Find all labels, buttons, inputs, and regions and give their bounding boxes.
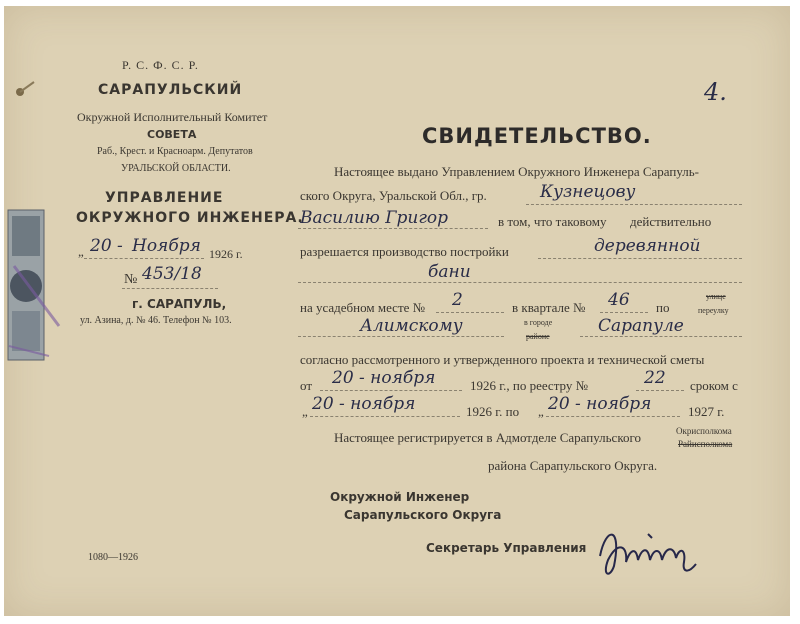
pin-mark (8, 76, 38, 106)
body-line-1: Настоящее выдано Управлением Окружного Инженера Сарапуль- (334, 164, 700, 179)
region-label: УРАЛЬСКОЙ ОБЛАСТИ. (121, 163, 231, 174)
address-label: ул. Азина, д. № 46. Телефон № 103. (80, 315, 232, 326)
header-date-year: 1926 г. (209, 247, 243, 261)
body-line-12: района Сарапульского Округа. (488, 458, 658, 473)
committee-label: Окружной Исполнительный Комитет (77, 110, 268, 124)
fill-line (298, 282, 742, 283)
secretary-label: Секретарь Управления (426, 541, 587, 555)
fill-line (436, 312, 504, 313)
fill-line (298, 228, 488, 229)
plot-number: 2 (452, 290, 463, 310)
body-line-10-year: 1927 г. (688, 404, 725, 419)
body-line-6: на усадебном месте № (300, 300, 426, 315)
header-date-day: 20 - (90, 236, 123, 256)
approval-date: 20 - ноября (332, 368, 436, 388)
date-line (84, 258, 204, 259)
page-number: 4. (704, 78, 727, 106)
street-option: улице (706, 292, 726, 301)
rsfsr-label: Р. С. Ф. С. Р. (122, 58, 199, 72)
building-material: деревянной (594, 236, 701, 256)
okrispolkom-option: Окрисполкома (676, 426, 732, 436)
registry-number: 22 (644, 368, 666, 388)
fill-line (538, 258, 742, 259)
fill-line (580, 336, 742, 337)
fill-line (526, 204, 742, 205)
fill-line (546, 416, 680, 417)
city-option: в городе (524, 318, 553, 327)
city-name: Сарапуле (598, 316, 684, 336)
body-line-10: 1926 г. по (466, 404, 520, 419)
citizen-surname: Кузнецову (540, 182, 636, 202)
secretary-signature (592, 516, 702, 586)
body-line-2: ского Округа, Уральской Обл., гр. (300, 188, 487, 203)
header-date-month: Ноября (132, 236, 201, 256)
fill-line (298, 336, 504, 337)
term-start-date: 20 - ноября (312, 394, 416, 414)
city-title: САРАПУЛЬСКИЙ (98, 82, 243, 98)
body-line-3: в том, что таковому (498, 214, 607, 229)
department-title-2: ОКРУЖНОГО ИНЖЕНЕРА. (76, 210, 304, 226)
quarter-number: 46 (608, 290, 630, 310)
body-line-6-quarter: в квартале № (512, 300, 586, 315)
deputies-label: Раб., Крест. и Красноарм. Депутатов (97, 146, 253, 157)
fill-line (636, 390, 684, 391)
citizen-name: Василию Григор (300, 208, 449, 228)
soviet-label: СОВЕТА (147, 128, 197, 141)
body-line-4: разрешается производство постройки (300, 244, 509, 259)
body-line-9: 1926 г., по реестру № (470, 378, 589, 393)
engineer-title-2: Сарапульского Округа (344, 508, 502, 522)
body-line-3-end: действительно (630, 214, 712, 229)
term-end-date: 20 - ноября (548, 394, 652, 414)
number-line (122, 288, 218, 289)
raiispolkom-option: Райисполкома (678, 439, 733, 449)
district-option: районе (526, 332, 550, 341)
fill-line (320, 390, 462, 391)
revenue-stamp (4, 206, 64, 366)
print-code: 1080—1926 (88, 552, 138, 563)
body-line-8: согласно рассмотренного и утвержденного проекта и технической сметы (300, 352, 705, 367)
body-line-9-term: сроком с (690, 378, 738, 393)
place-label: г. САРАПУЛЬ, (132, 297, 227, 311)
fill-line (600, 312, 648, 313)
body-line-6-po: по (656, 300, 670, 315)
document-title: СВИДЕТЕЛЬСТВО. (422, 124, 652, 148)
body-line-11: Настоящее регистрируется в Адмотделе Сарапульского (334, 430, 641, 445)
street-name: Алимскому (360, 316, 463, 336)
fill-line (310, 416, 460, 417)
body-line-9-from: от (300, 378, 313, 393)
header-number: 453/18 (142, 264, 202, 284)
lane-option: переулку (698, 306, 729, 315)
document-sheet: 4. Р. С. Ф. С. Р. САРАПУЛЬСКИЙ Окружной Исполнительный Комитет СОВЕТА Раб., Крест. и Красноарм. Депутатов УРАЛЬСКОЙ ОБЛАСТИ. УПРАВЛЕНИЕ ОКРУЖНОГО ИНЖЕНЕРА. „ 20 - Ноября 1926 г. № 453/18 г. САРАПУЛЬ, ул. Азина, д. № 46. Телефон № 103. СВИДЕТЕЛЬСТВО. Настоящее выдано Управлением Окружного Инженера Сарапуль- ского Округа, Уральской Обл., гр. Кузнецову Василию Григор в том, что таковому действительно разрешается производство постройки деревянной бани на усадебном месте № 2 в квартале № 46 по улице переулку Алимскому в городе районе Сарапуле согласно рассмотренного и утвержденного проекта и технической сметы от 20 - ноября 1926 г., по реестру № 22 сроком с „ 20 - ноября 1926 г. по „ 20 - ноября 1927 г. Настоящее регистрируется в Адмотделе Сарапульского Окрисполкома Райисполкома района Сарапульского Округа. Окружной Инженер Сарапульского Округа Секретарь Управления 1080—1926 (4, 6, 790, 616)
department-title-1: УПРАВЛЕНИЕ (105, 190, 224, 206)
building-type: бани (428, 262, 471, 282)
number-sign: № (124, 272, 138, 287)
engineer-title-1: Окружной Инженер (330, 490, 470, 504)
